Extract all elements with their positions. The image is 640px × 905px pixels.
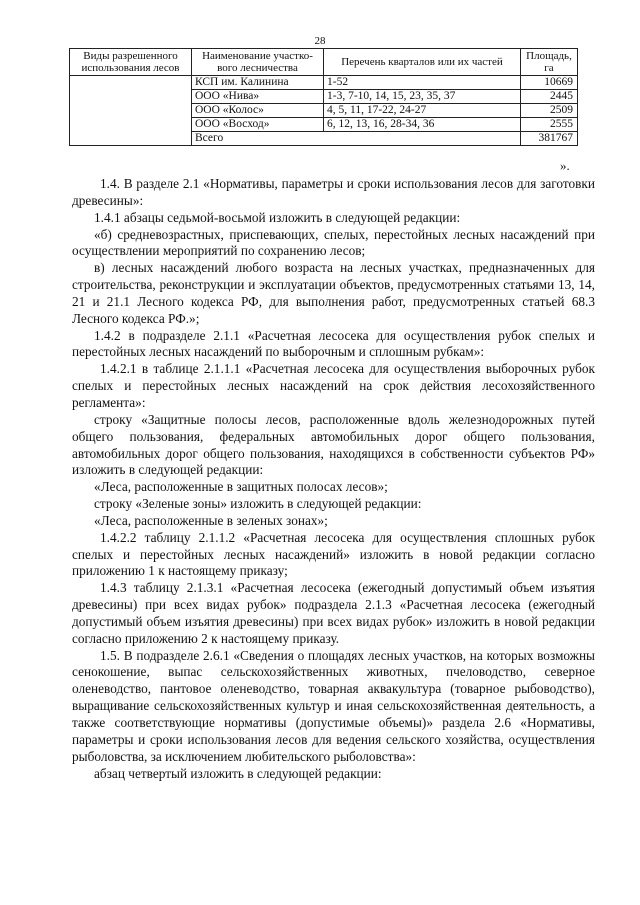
total-area-cell: 381767 — [521, 132, 578, 146]
page-number: 28 — [314, 35, 326, 47]
table-row — [70, 76, 578, 90]
paragraph-1-4: 1.4. В разделе 2.1 «Нормативы, параметры и сроки использования лесов для заготовки древесины»: — [72, 176, 595, 208]
paragraph-row-green-zones: строку «Зеленые зоны» изложить в следующей редакции: — [94, 496, 422, 512]
paragraph-1-5: 1.5. В подразделе 2.6.1 «Сведения о площадях лесных участков, на которых возможны сенокошение, выпас сельскохозяйственных животных, пчеловодство, северное оленеводство, пантовое оленеводство, товарная аквакультура (товарное рыбоводство), выращивание сельскохозяйственных культур и иная сельскохозяйственная деятельность, а также соответствующие нормативы (допустимые объемы)» раздела 2.6 «Нормативы, параметры и сроки использования лесов для ведения сельского хозяйства, осуществления рыболовства, за исключением любительского рыболовства»: — [72, 647, 595, 764]
header-use-type: Виды разрешенного использования лесов — [70, 49, 192, 76]
header-blocks-list: Перечень кварталов или их частей — [324, 49, 521, 76]
header-forestry-name: Наименование участко-вого лесничества — [192, 49, 324, 76]
table-closing-quote: ». — [560, 158, 570, 173]
paragraph-item-v: в) лесных насаждений любого возраста на лесных участках, предназначенных для строительства, реконструкции и эксплуатации объектов, предусмотренных статьями 13, 14, 21 и 21.1 Лесного кодекса РФ, для выполнения работ, предусмотренных статьей 68.3 Лесного кодекса РФ.»; — [72, 260, 595, 326]
paragraph-1-4-1: 1.4.1 абзацы седьмой-восьмой изложить в следующей редакции: — [94, 209, 461, 225]
blocks-cell: 6, 12, 13, 16, 28-34, 36 — [324, 118, 521, 132]
use-type-cell — [70, 76, 192, 146]
forestry-name-cell: ООО «Нива» — [192, 90, 324, 104]
header-area: Площадь, га — [521, 49, 578, 76]
table-header-row — [70, 49, 578, 76]
forest-use-table — [69, 48, 578, 146]
area-cell: 10669 — [521, 76, 578, 90]
area-cell: 2555 — [521, 118, 578, 132]
blocks-cell: 1-3, 7-10, 14, 15, 23, 35, 37 — [324, 90, 521, 104]
area-cell: 2445 — [521, 90, 578, 104]
blocks-cell: 1-52 — [324, 76, 521, 90]
forestry-name-cell: ООО «Колос» — [192, 104, 324, 118]
blocks-cell: 4, 5, 11, 17-22, 24-27 — [324, 104, 521, 118]
paragraph-fourth-abzac: абзац четвертый изложить в следующей редакции: — [94, 765, 382, 781]
forestry-name-cell: КСП им. Калинина — [192, 76, 324, 90]
paragraph-row-protective-strips: строку «Защитные полосы лесов, расположенные вдоль железнодорожных путей общего пользования, федеральных автомобильных дорог общего пользования, автомобильных дорог общего пользования, находящихся в собственности субъектов РФ» изложить в следующей редакции: — [72, 411, 595, 478]
paragraph-new-row-1: «Леса, расположенные в защитных полосах лесов»; — [94, 479, 388, 495]
total-label-cell: Всего — [192, 132, 521, 146]
paragraph-1-4-3: 1.4.3 таблицу 2.1.3.1 «Расчетная лесосека (ежегодный допустимый объем изъятия древесины) при всех видах рубок» подраздела 2.1.3 «Расчетная лесосека (ежегодный допустимый объем изъятия древесины) при всех видах рубок» изложить в новой редакции согласно приложению 2 к настоящему приказу. — [72, 580, 595, 646]
area-cell: 2509 — [521, 104, 578, 118]
forestry-name-cell: ООО «Восход» — [192, 118, 324, 132]
paragraph-1-4-2: 1.4.2 в подразделе 2.1.1 «Расчетная лесосека для осуществления рубок спелых и перестойных лесных насаждений по выборочным и сплошным рубкам»: — [72, 327, 595, 360]
paragraph-1-4-2-1: 1.4.2.1 в таблице 2.1.1.1 «Расчетная лесосека для осуществления выборочных рубок спелых и перестойных лесных насаждений на срок действия лесохозяйственного регламента»: — [72, 361, 595, 410]
paragraph-1-4-2-2: 1.4.2.2 таблицу 2.1.1.2 «Расчетная лесосека для осуществления сплошных рубок спелых и перестойных лесных насаждений» изложить в новой редакции согласно приложению 1 к настоящему приказу; — [72, 529, 595, 579]
paragraph-item-b: «б) средневозрастных, приспевающих, спелых, перестойных лесных насаждений при осуществлении мероприятий по сохранению лесов; — [72, 226, 595, 259]
paragraph-new-row-2: «Леса, расположенные в зеленых зонах»; — [94, 512, 328, 528]
document-body — [72, 176, 595, 782]
